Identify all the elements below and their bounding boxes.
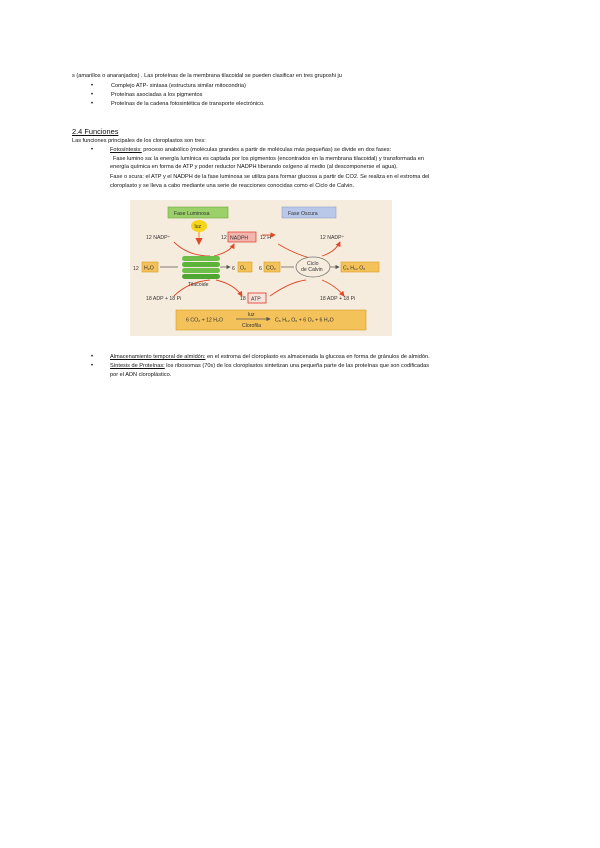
- bullet-icon: •: [91, 101, 94, 107]
- section-intro: Las funciones principales de los cloroplastos son tres:: [72, 138, 206, 144]
- co2-coef: 6: [259, 266, 262, 272]
- calvin-label: de Calvin: [301, 267, 323, 273]
- equation-left: 6 CO₂ + 12 H₂O: [186, 317, 224, 324]
- almacenamiento-label: Almacenamiento temporal de almidón:: [110, 354, 206, 360]
- almacenamiento-text: en el estroma del cloroplasto es almacenada la glucosa en forma de gránulos de almidón.: [205, 354, 430, 360]
- o2-label: O₂: [240, 265, 247, 272]
- sintesis-item: [110, 363, 429, 370]
- h-plus: 12 H⁺: [260, 235, 274, 241]
- fase-oscura-label: Fase Oscura: [288, 210, 318, 217]
- sintesis-label: Síntesis de Proteínas:: [110, 363, 165, 369]
- nadph-coef: 12: [221, 235, 227, 241]
- list-item: Complejo ATP- sintasa (estructura similar mitocondria): [111, 83, 246, 89]
- bullet-icon: •: [91, 83, 94, 89]
- adp-left: 18 ADP + 18 Pi: [146, 296, 182, 302]
- bullet-icon: •: [91, 147, 94, 153]
- ciclo-label: Ciclo: [307, 261, 319, 267]
- thylakoid-icon: [182, 256, 220, 279]
- intro-line: s (amarillos o anaranjados) . Las proteínas de la membrana tilacoidal se pueden clasificar en tres gruposhi ju: [72, 73, 342, 79]
- equation-luz: luz: [248, 312, 255, 318]
- list-item: Proteínas asociadas a los pigmentos: [111, 92, 203, 98]
- equation-clorofila: Clorofila: [242, 323, 262, 329]
- fotosintesis-text: proceso anabólico (moléculas grandes a partir de moléculas más pequeñas) se divide en dos fases:: [141, 147, 392, 153]
- bullet-icon: •: [91, 92, 94, 98]
- nadp-left: 12 NADP⁺: [146, 235, 171, 241]
- luz-label: luz: [194, 223, 202, 230]
- almacenamiento-item: [110, 354, 430, 361]
- adp-right: 18 ADP + 18 Pi: [320, 296, 356, 302]
- list-item: Proteínas de la cadena fotosintética de transporte electrónico.: [111, 101, 265, 107]
- bullet-icon: •: [91, 354, 94, 360]
- equation-right: C₆ H₁₂ O₆ + 6 O₂ + 6 H₂O: [275, 317, 334, 324]
- sintesis-text-2: por el ADN cloroplástico.: [110, 372, 172, 378]
- atp-coef: 18: [240, 296, 246, 302]
- fase-luminosa-label: Fase Luminosa: [174, 210, 210, 217]
- fotosintesis-label: Fotosíntesis:: [110, 147, 142, 153]
- photosynthesis-diagram: [130, 200, 392, 336]
- fotosintesis-item: [110, 147, 391, 154]
- h2o-label: H₂O: [144, 265, 154, 272]
- fase-oscura-text: Fase o scura: el ATP y el NADPH de la fase luminosa se utiliza para formar glucosa a partir de CO2. Se realiza en el estroma del: [110, 174, 430, 180]
- sintesis-text: los ribosomas (70s) de los cloroplastos sintetizan una pequeña parte de las proteínas que son codificadas: [164, 363, 430, 369]
- section-heading: 2.4 Funciones: [72, 127, 119, 136]
- nadp-right: 12 NADP⁺: [320, 235, 345, 241]
- bullet-icon: •: [91, 363, 94, 369]
- atp-label: ATP: [251, 296, 261, 303]
- co2-label: CO₂: [266, 265, 276, 272]
- fase-luminosa-text: Fase lumino sa: la energía lumínica es captada por los pigmentos (encontrados en la membrana tilacoidal) y transformada en: [113, 156, 424, 162]
- glucose-label: C₆ H₁₂ O₆: [343, 265, 366, 272]
- tilacoide-label: Tilacoide: [188, 282, 209, 288]
- h2o-coef: 12: [133, 266, 139, 272]
- nadph-label: NADPH: [230, 235, 249, 242]
- fase-oscura-text: cloroplasto y se lleva a cabo mediante una serie de reacciones conocidas como el Ciclo de Calvin.: [110, 183, 355, 189]
- fase-luminosa-text: energía química en forma de ATP y poder reductor NADPH liberando oxígeno al medio (al descomponerse el agua).: [110, 164, 398, 170]
- o2-coef: 6: [232, 266, 235, 272]
